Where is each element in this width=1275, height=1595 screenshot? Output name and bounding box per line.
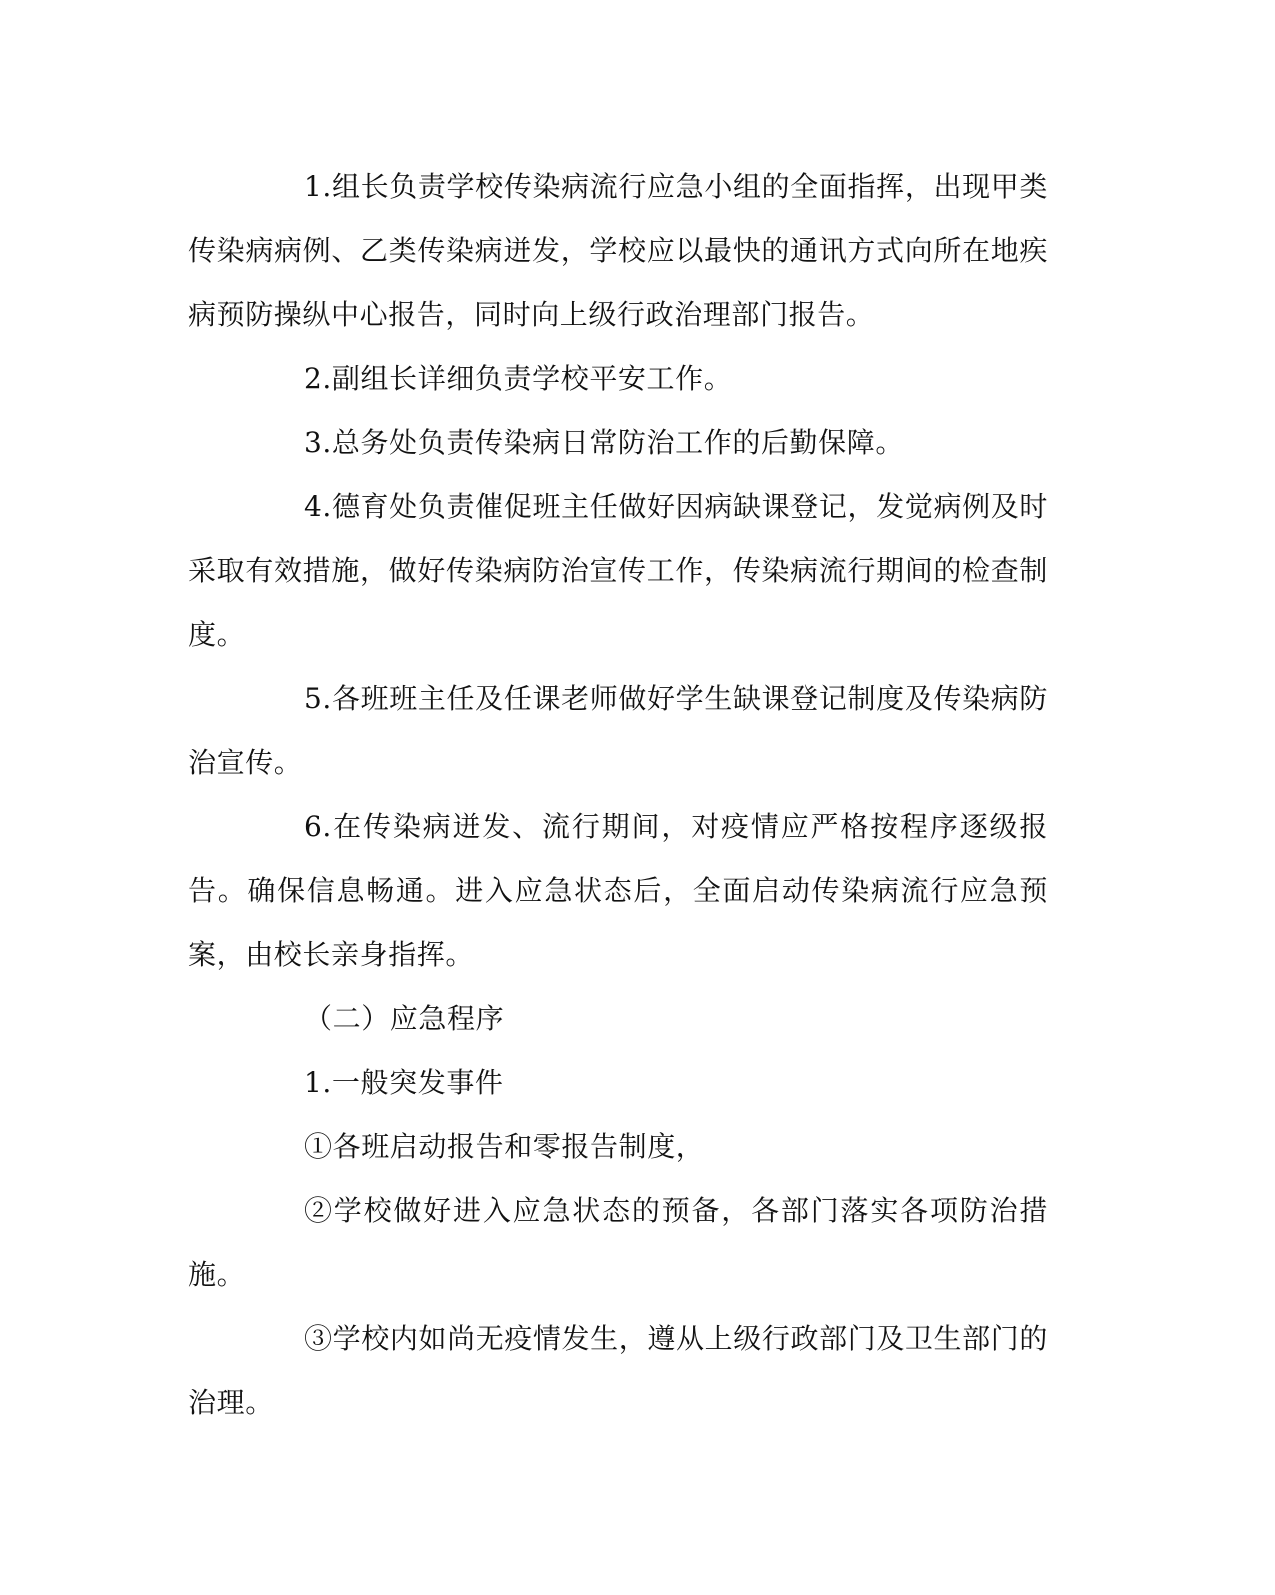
document-body: [188, 155, 1048, 1435]
paragraph-3: 3.总务处负责传染病日常防治工作的后勤保障。: [304, 426, 904, 459]
list-item-1: ①各班启动报告和零报告制度，: [304, 1130, 705, 1163]
subsection-general-emergency: 1.一般突发事件: [304, 1066, 504, 1099]
list-item-3: ③学校内如尚无疫情发生，遵从上级行政部门及卫生部门的治理。: [188, 1322, 1048, 1419]
list-item-2: ②学校做好进入应急状态的预备，各部门落实各项防治措施。: [188, 1194, 1048, 1291]
paragraph-5: 5.各班班主任及任课老师做好学生缺课登记制度及传染病防治宣传。: [188, 682, 1048, 779]
paragraph-6: 6.在传染病迸发、流行期间，对疫情应严格按程序逐级报告。确保信息畅通。进入应急状态后，全面启动传染病流行应急预案，由校长亲身指挥。: [188, 810, 1048, 971]
paragraph-2: 2.副组长详细负责学校平安工作。: [304, 362, 733, 395]
section-heading-emergency-procedure: （二）应急程序: [304, 1002, 505, 1035]
paragraph-1: 1.组长负责学校传染病流行应急小组的全面指挥，出现甲类传染病病例、乙类传染病迸发，学校应以最快的通讯方式向所在地疾病预防操纵中心报告，同时向上级行政治理部门报告。: [188, 170, 1048, 331]
paragraph-4: 4.德育处负责催促班主任做好因病缺课登记，发觉病例及时采取有效措施，做好传染病防治宣传工作，传染病流行期间的检查制度。: [188, 490, 1048, 651]
